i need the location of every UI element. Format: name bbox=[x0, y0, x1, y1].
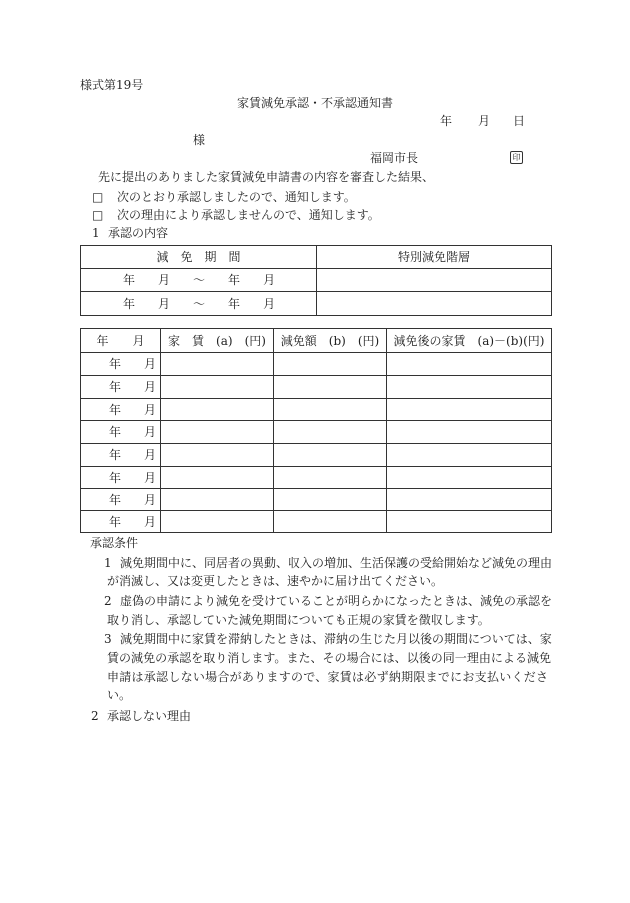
special-tier-cell bbox=[317, 269, 552, 292]
rent-row bbox=[81, 421, 552, 444]
year-label: 年 bbox=[109, 470, 122, 485]
reduction-period-cell bbox=[81, 292, 317, 316]
date-year-label: 年 bbox=[440, 114, 453, 128]
reduction-b-cell bbox=[274, 444, 387, 467]
rent-header-row bbox=[81, 329, 552, 353]
approval-header-row bbox=[81, 246, 552, 269]
rent-a-cell bbox=[161, 489, 274, 511]
rent-row bbox=[81, 489, 552, 511]
rent-a-cell bbox=[161, 399, 274, 421]
rent-after-reduction-header: 減免後の家賃 (a)－(b)(円) bbox=[387, 329, 552, 353]
rent-table bbox=[80, 328, 552, 533]
year-label: 年 bbox=[109, 357, 122, 371]
rent-after-reduction-cell bbox=[387, 421, 552, 444]
year-label: 年 bbox=[109, 380, 122, 394]
form-number: 様式第19号 bbox=[80, 78, 144, 92]
approval-table bbox=[80, 245, 552, 316]
rent-after-reduction-cell bbox=[387, 376, 552, 399]
year-label: 年 bbox=[109, 492, 122, 507]
month-label: 月 bbox=[144, 448, 157, 462]
section1-number: 1 bbox=[92, 226, 100, 240]
checkbox-icon: □ bbox=[92, 190, 104, 204]
section2-title: 承認しない理由 bbox=[107, 709, 192, 723]
section1-title: 承認の内容 bbox=[108, 226, 169, 240]
option-approved-label: 次のとおり承認しましたので、通知します。 bbox=[117, 190, 356, 204]
condition-text-line: 申請は承認しない場合がありますので、家賃は必ず納期限までにお支払いくださ bbox=[107, 670, 548, 684]
year-month-cell bbox=[81, 444, 161, 467]
rent-a-cell bbox=[161, 353, 274, 376]
special-tier-header: 特別減免階層 bbox=[317, 246, 552, 269]
year-month-cell bbox=[81, 511, 161, 533]
special-tier-cell bbox=[317, 292, 552, 316]
condition-number: 2 bbox=[104, 594, 112, 608]
to-year-label: 年 bbox=[228, 296, 241, 311]
date-month-label: 月 bbox=[478, 114, 491, 128]
month-label: 月 bbox=[144, 492, 157, 507]
year-month-cell bbox=[81, 421, 161, 444]
to-year-label: 年 bbox=[228, 273, 241, 287]
reduction-b-cell bbox=[274, 467, 387, 489]
from-month-label: 月 bbox=[158, 296, 171, 311]
from-year-label: 年 bbox=[123, 273, 136, 287]
reduction-period-header: 減 免 期 間 bbox=[81, 246, 317, 269]
condition-text-line: い。 bbox=[107, 688, 132, 702]
reduction-b-cell bbox=[274, 421, 387, 444]
issuer-name: 福岡市長 bbox=[370, 151, 419, 165]
year-label: 年 bbox=[109, 514, 122, 529]
intro-text: 先に提出のありました家賃減免申請書の内容を審査した結果、 bbox=[98, 170, 435, 184]
rent-row bbox=[81, 376, 552, 399]
rent-a-header: 家 賃 (a) (円) bbox=[161, 329, 274, 353]
rent-row bbox=[81, 467, 552, 489]
rent-after-reduction-cell bbox=[387, 399, 552, 421]
tilde-separator: ～ bbox=[193, 296, 206, 311]
rent-a-cell bbox=[161, 376, 274, 399]
month-label: 月 bbox=[144, 470, 157, 485]
rent-after-reduction-cell bbox=[387, 489, 552, 511]
condition-number: 1 bbox=[104, 556, 112, 570]
year-label: 年 bbox=[109, 425, 122, 439]
rent-after-reduction-cell bbox=[387, 467, 552, 489]
from-year-label: 年 bbox=[123, 296, 136, 311]
rent-row bbox=[81, 444, 552, 467]
approval-row bbox=[81, 292, 552, 316]
condition-text-line: が消滅し、又は変更したときは、速やかに届け出てください。 bbox=[107, 574, 444, 588]
section2-number: 2 bbox=[91, 709, 99, 723]
rent-a-cell bbox=[161, 421, 274, 444]
year-month-cell bbox=[81, 467, 161, 489]
condition-number: 3 bbox=[104, 632, 112, 646]
addressee-suffix: 様 bbox=[193, 133, 206, 147]
rent-after-reduction-cell bbox=[387, 444, 552, 467]
condition-text-line: 虚偽の申請により減免を受けていることが明らかになったときは、減免の承認を bbox=[120, 594, 553, 608]
rent-a-cell bbox=[161, 511, 274, 533]
month-label: 月 bbox=[144, 514, 157, 529]
reduction-b-cell bbox=[274, 376, 387, 399]
rent-a-cell bbox=[161, 444, 274, 467]
year-label: 年 bbox=[109, 402, 122, 417]
reduction-b-cell bbox=[274, 399, 387, 421]
rent-a-cell bbox=[161, 467, 274, 489]
conditions-title: 承認条件 bbox=[90, 536, 139, 550]
year-month-cell bbox=[81, 376, 161, 399]
year-label: 年 bbox=[109, 448, 122, 462]
month-label: 月 bbox=[144, 425, 157, 439]
month-label: 月 bbox=[144, 380, 157, 394]
document-title: 家賃減免承認・不承認通知書 bbox=[236, 96, 393, 110]
date-day-label: 日 bbox=[513, 114, 526, 128]
to-month-label: 月 bbox=[263, 273, 276, 287]
month-label: 月 bbox=[144, 402, 157, 417]
condition-text-line: 賃の減免の承認を取り消します。また、その場合には、以後の同一理由による減免 bbox=[107, 651, 551, 665]
rent-row bbox=[81, 511, 552, 533]
year-month-cell bbox=[81, 353, 161, 376]
rent-row bbox=[81, 399, 552, 421]
to-month-label: 月 bbox=[263, 296, 276, 311]
tilde-separator: ～ bbox=[193, 273, 206, 287]
approval-row bbox=[81, 269, 552, 292]
condition-text-line: 取り消し、承認していた減免期間についても正規の家賃を徴収します。 bbox=[107, 613, 490, 627]
from-month-label: 月 bbox=[158, 273, 171, 287]
reduction-period-cell bbox=[81, 269, 317, 292]
rent-row bbox=[81, 353, 552, 376]
reduction-b-cell bbox=[274, 353, 387, 376]
condition-text-line: 減免期間中に、同居者の異動、収入の増加、生活保護の受給開始など減免の理由 bbox=[120, 556, 553, 570]
month-label: 月 bbox=[144, 357, 157, 371]
year-month-cell bbox=[81, 489, 161, 511]
reduction-b-header: 減免額 (b) (円) bbox=[274, 329, 387, 353]
checkbox-icon: □ bbox=[92, 208, 104, 222]
year-month-cell bbox=[81, 399, 161, 421]
reduction-b-cell bbox=[274, 489, 387, 511]
seal-mark: 印 bbox=[510, 151, 523, 164]
rent-after-reduction-cell bbox=[387, 353, 552, 376]
rent-after-reduction-cell bbox=[387, 511, 552, 533]
condition-text-line: 減免期間中に家賃を滞納したときは、滞納の生じた月以後の期間については、家 bbox=[120, 632, 552, 646]
option-not-approved-label: 次の理由により承認しませんので、通知します。 bbox=[117, 208, 380, 222]
year-month-header: 年 月 bbox=[81, 329, 161, 353]
reduction-b-cell bbox=[274, 511, 387, 533]
